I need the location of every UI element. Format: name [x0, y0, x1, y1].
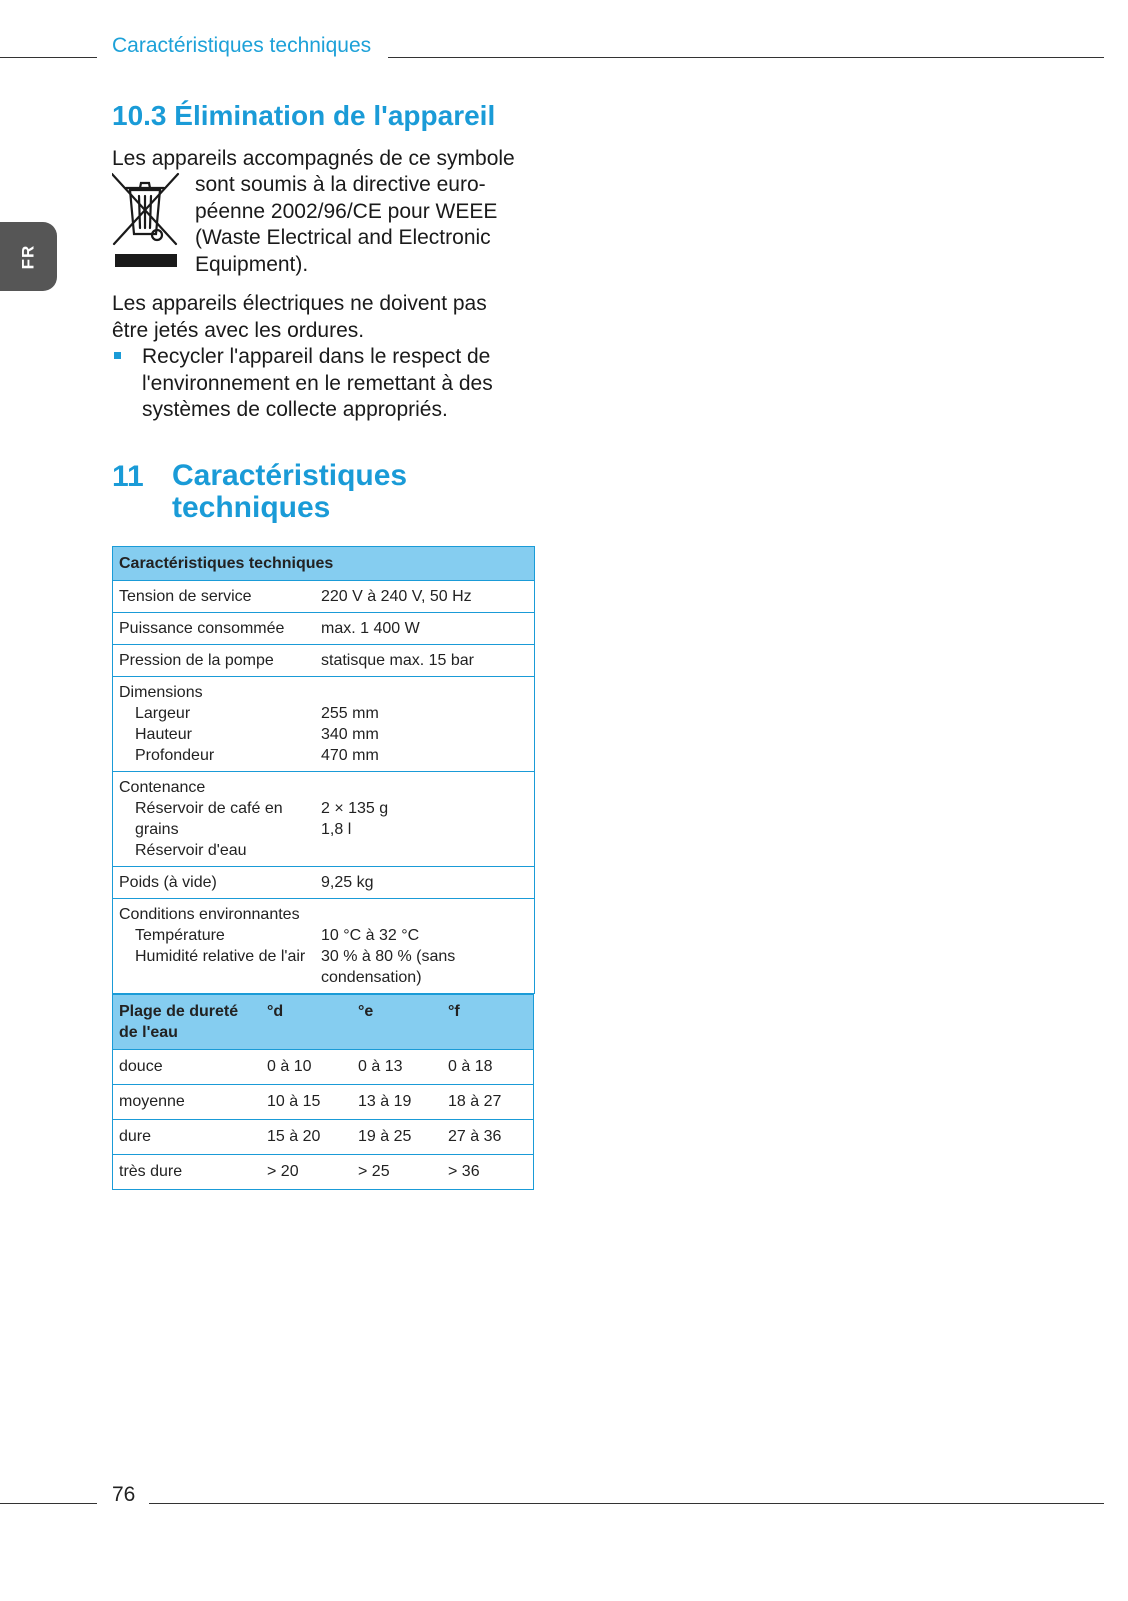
spec-value: 9,25 kg: [315, 867, 535, 899]
table-cell: 15 à 20: [261, 1120, 352, 1155]
header-rule-left: [0, 57, 97, 58]
sub-value: 470 mm: [321, 747, 379, 764]
sub-value: 255 mm: [321, 705, 379, 722]
page-number: 76: [112, 1483, 136, 1506]
table-cell: 19 à 25: [352, 1120, 442, 1155]
table-row: [113, 1155, 534, 1190]
column-header: °f: [442, 995, 534, 1050]
group-label: Conditions environnantes: [119, 906, 300, 923]
table-row: [113, 1085, 534, 1120]
table-row: [113, 645, 535, 677]
spec-value: 220 V à 240 V, 50 Hz: [315, 581, 535, 613]
sub-label: Hauteur: [135, 726, 192, 743]
table-cell: > 36: [442, 1155, 534, 1190]
table-cell: très dure: [113, 1155, 262, 1190]
table-cell: 10 à 15: [261, 1085, 352, 1120]
running-head: Caractéristiques techniques: [112, 34, 372, 57]
header-rule-right: [388, 57, 1104, 58]
sub-value: 340 mm: [321, 726, 379, 743]
sub-label: Largeur: [135, 705, 191, 722]
spec-value: [315, 677, 535, 772]
table-cell: 0 à 13: [352, 1050, 442, 1085]
spec-label: Pression de la pompe: [113, 645, 316, 677]
spec-label: Poids (à vide): [113, 867, 316, 899]
spec-value: [315, 772, 535, 867]
footer-rule-right: [149, 1503, 1104, 1504]
table-cell: 13 à 19: [352, 1085, 442, 1120]
bullet-text: [142, 344, 542, 424]
spec-label: [113, 677, 316, 772]
disposal-paragraph: [112, 291, 532, 344]
sub-label: Réservoir de café en grains: [135, 800, 283, 838]
table-cell: douce: [113, 1050, 262, 1085]
spec-label: Puissance consommée: [113, 613, 316, 645]
table-cell: > 25: [352, 1155, 442, 1190]
table-row: [113, 867, 535, 899]
intro-continued: [195, 172, 535, 278]
heading-line: techniques: [172, 491, 331, 524]
sub-value: 30 % à 80 % (sans condensation): [321, 948, 456, 986]
spec-label: Tension de service: [113, 581, 316, 613]
water-hardness-table: [112, 994, 534, 1190]
sub-label: Réservoir d'eau: [135, 842, 247, 859]
table-row: [113, 581, 535, 613]
bullet-line: l'environnement en le remettant à des: [142, 371, 493, 395]
spec-value: statisque max. 15 bar: [315, 645, 535, 677]
paragraph-line: être jetés avec les ordures.: [112, 318, 365, 342]
group-label: Contenance: [119, 779, 206, 796]
spec-label: [113, 899, 316, 994]
column-header: °d: [261, 995, 352, 1050]
spec-label: [113, 772, 316, 867]
table-cell: 27 à 36: [442, 1120, 534, 1155]
table-cell: moyenne: [113, 1085, 262, 1120]
sub-value: 2 × 135 g: [321, 800, 389, 817]
intro-line: péenne 2002/96/CE pour WEEE: [195, 199, 498, 223]
table-row: [113, 772, 535, 867]
column-header: °e: [352, 995, 442, 1050]
section-number-11: 11: [112, 460, 144, 493]
table-header: Caractéristiques techniques: [113, 547, 535, 581]
footer-rule-left: [0, 1503, 97, 1504]
spec-value: max. 1 400 W: [315, 613, 535, 645]
table-cell: 0 à 10: [261, 1050, 352, 1085]
sub-value: 10 °C à 32 °C: [321, 927, 420, 944]
bullet-square-icon: [114, 352, 121, 359]
bullet-line: Recycler l'appareil dans le respect de: [142, 345, 491, 368]
sub-label: Humidité relative de l'air: [135, 948, 306, 965]
table-header-row: [113, 995, 534, 1050]
sub-value: 1,8 l: [321, 821, 352, 838]
table-row: [113, 1120, 534, 1155]
table-header-row: [113, 547, 535, 581]
sub-label: Température: [135, 927, 225, 944]
intro-line: Equipment).: [195, 252, 309, 276]
spec-value: [315, 899, 535, 994]
column-header: Plage de dureté de l'eau: [113, 995, 262, 1050]
weee-crossed-bin-icon: [112, 172, 180, 272]
table-row: [113, 899, 535, 994]
section-heading-10-3: 10.3 Élimination de l'appareil: [112, 100, 496, 131]
sub-label: Profondeur: [135, 747, 215, 764]
table-row: [113, 1050, 534, 1085]
intro-line: Les appareils accompagnés de ce symbole: [112, 147, 515, 170]
technical-specs-table: [112, 546, 535, 994]
group-label: Dimensions: [119, 684, 203, 701]
paragraph-line: Les appareils électriques ne doivent pas: [112, 292, 487, 315]
intro-line: (Waste Electrical and Electronic: [195, 226, 491, 249]
intro-line: sont soumis à la directive euro-: [195, 173, 486, 196]
table-cell: 0 à 18: [442, 1050, 534, 1085]
language-tab: [0, 222, 57, 291]
table-row: [113, 677, 535, 772]
table-cell: 18 à 27: [442, 1085, 534, 1120]
bullet-line: systèmes de collecte appropriés.: [142, 398, 448, 421]
heading-line: Caractéristiques: [172, 459, 408, 492]
table-cell: dure: [113, 1120, 262, 1155]
section-heading-11: [172, 460, 407, 524]
table-row: [113, 613, 535, 645]
table-cell: > 20: [261, 1155, 352, 1190]
language-tab-label: FR: [18, 244, 38, 269]
